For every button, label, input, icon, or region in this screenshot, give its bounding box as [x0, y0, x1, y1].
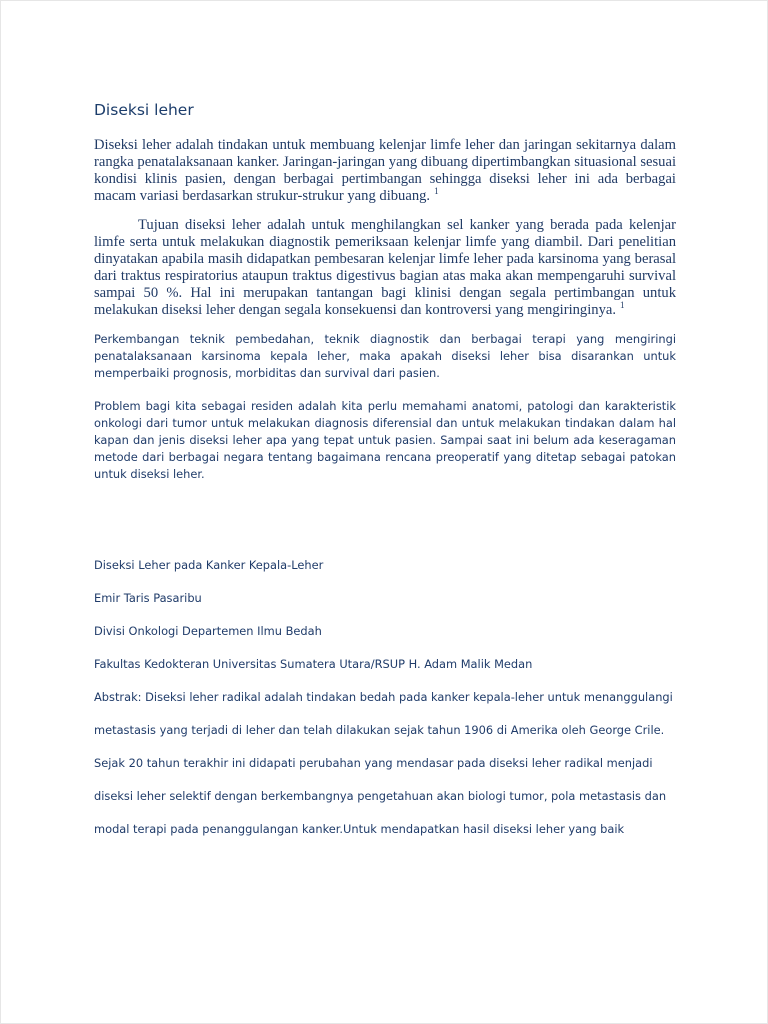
author-institution: Fakultas Kedokteran Universitas Sumatera Utara/RSUP H. Adam Malik Medan — [94, 657, 533, 671]
paragraph-problem: Problem bagi kita sebagai residen adalah kita perlu memahami anatomi, patologi dan karakteristik onkologi dari tumor untuk melakukan diagnosis diferensial dan untuk melakukan tindakan dalam hal kapan dan jenis diseksi leher apa yang tepat untuk pasien. Sampai saat ini belum ada keseragaman metode dari berbagai negara tentang bagaimana rencana preoperatif yang ditetap sebagai patokan untuk diseksi leher. — [94, 399, 676, 481]
footnote-ref: 1 — [434, 186, 439, 197]
paragraph-definition-text: Diseksi leher adalah tindakan untuk membuang kelenjar limfe leher dan jaringan sekitarnya dalam rangka penatalaksanaan kanker. Jaringan-jaringan yang dibuang dipertimbangkan situasional sesuai kondisi klinis pasien, dengan berbagai pertimbangan sehingga diseksi leher ini ada berbagai macam variasi berdasarkan strukur-strukur yang dibuang. — [94, 137, 676, 204]
author-division: Divisi Onkologi Departemen Ilmu Bedah — [94, 624, 322, 638]
abstract-line: metastasis yang terjadi di leher dan telah dilakukan sejak tahun 1906 di Amerika oleh George Crile. — [94, 723, 665, 737]
footnote-ref: 1 — [620, 300, 625, 311]
paragraph-purpose — [94, 217, 676, 319]
paragraph-purpose-text: Tujuan diseksi leher adalah untuk menghilangkan sel kanker yang berada pada kelenjar limfe serta untuk melakukan diagnostik pemeriksaan kelenjar limfe yang diambil. Dari penelitian dinyatakan apabila masih didapatkan pembesaran kelenjar limfe leher pada karsinoma yang berasal dari traktus respiratorius ataupun traktus digestivus bagian atas maka akan mempengaruhi survival sampai 50 %. Hal ini merupakan tantangan bagi klinisi dengan segala pertimbangan untuk melakukan diseksi leher dengan segala konsekuensi dan kontroversi yang mengiringinya. — [94, 217, 676, 318]
abstract-line: modal terapi pada penanggulangan kanker.Untuk mendapatkan hasil diseksi leher yang baik — [94, 822, 625, 836]
paragraph-definition — [94, 137, 676, 205]
paragraph-development: Perkembangan teknik pembedahan, teknik diagnostik dan berbagai terapi yang mengiringi penatalaksanaan karsinoma kepala leher, maka apakah diseksi leher bisa disarankan untuk memperbaiki prognosis, morbiditas dan survival dari pasien. — [94, 332, 676, 380]
abstract-line: Abstrak: Diseksi leher radikal adalah tindakan bedah pada kanker kepala-leher untuk menanggulangi — [94, 690, 673, 704]
abstract-line: diseksi leher selektif dengan berkembangnya pengetahuan akan biologi tumor, pola metastasis dan — [94, 789, 667, 803]
article-title: Diseksi Leher pada Kanker Kepala-Leher — [94, 558, 324, 572]
author-name: Emir Taris Pasaribu — [94, 591, 202, 605]
document-body — [94, 101, 676, 499]
section-heading: Diseksi leher — [94, 101, 194, 119]
article-info-list — [94, 557, 694, 854]
abstract-line: Sejak 20 tahun terakhir ini didapati perubahan yang mendasar pada diseksi leher radikal menjadi — [94, 756, 653, 770]
